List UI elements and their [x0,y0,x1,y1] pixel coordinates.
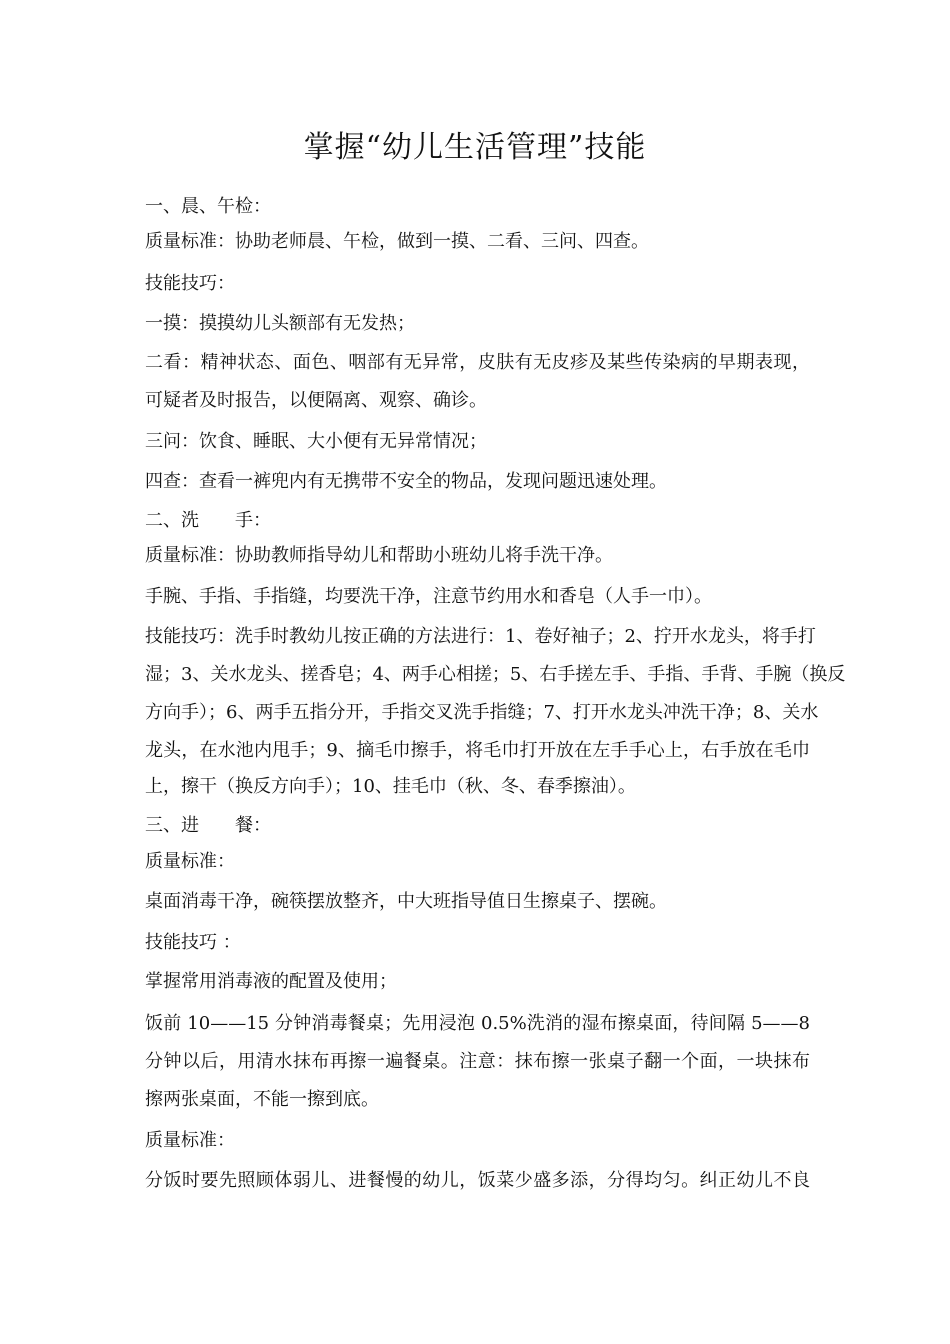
paragraph-line: 可疑者及时报告，以便隔离、观察、确诊。 [145,390,487,411]
paragraph-line: 分钟以后，用清水抹布再擦一遍餐桌。注意：抹布擦一张桌子翻一个面，一块抹布 [145,1051,810,1072]
paragraph-line: 方向手）；6、两手五指分开，手指交叉洗手指缝；7、打开水龙头冲洗干净；8、关水 [145,702,819,723]
paragraph-line: 上，擦干（换反方向手）；10、挂毛巾（秋、冬、春季擦油）。 [145,776,636,797]
paragraph-line: 三问：饮食、睡眠、大小便有无异常情况； [145,431,487,452]
paragraph-line: 技能技巧：洗手时教幼儿按正确的方法进行：1、卷好袖子；2、拧开水龙头，将手打 [145,626,816,647]
section-heading-morning-check: 一、晨、午检： [145,196,271,217]
paragraph-line: 龙头，在水池内甩手；9、摘毛巾擦手，将毛巾打开放在左手手心上，右手放在毛巾 [145,740,810,761]
paragraph-line: 桌面消毒干净，碗筷摆放整齐，中大班指导值日生擦桌子、摆碗。 [145,891,667,912]
paragraph-line: 四查：查看一裤兜内有无携带不安全的物品，发现问题迅速处理。 [145,471,667,492]
paragraph-line: 手腕、手指、手指缝，均要洗干净，注意节约用水和香皂（人手一巾）。 [145,586,712,607]
paragraph-line: 擦两张桌面，不能一擦到底。 [145,1089,379,1110]
paragraph-line: 技能技巧： [145,273,235,294]
document-title: 掌握“幼儿生活管理”技能 [303,130,647,165]
paragraph-line: 湿；3、关水龙头、搓香皂；4、两手心相搓；5、右手搓左手、手指、手背、手腕（换反 [145,664,846,685]
section-heading-handwashing: 二、洗 手： [145,510,271,531]
section-heading-meals: 三、进 餐： [145,815,271,836]
paragraph-line: 分饭时要先照顾体弱儿、进餐慢的幼儿，饭菜少盛多添，分得均匀。纠正幼儿不良 [145,1170,810,1191]
paragraph-line: 质量标准：协助教师指导幼儿和帮助小班幼儿将手洗干净。 [145,545,613,566]
paragraph-line: 技能技巧 ： [145,932,241,953]
paragraph-line: 掌握常用消毒液的配置及使用； [145,971,397,992]
paragraph-line: 二看：精神状态、面色、咽部有无异常，皮肤有无皮疹及某些传染病的早期表现， [145,352,810,373]
paragraph-line: 饭前 10——15 分钟消毒餐桌；先用浸泡 0.5%洗消的湿布擦桌面，待间隔 5——8 [145,1013,810,1034]
paragraph-line: 一摸：摸摸幼儿头额部有无发热； [145,313,415,334]
paragraph-line: 质量标准： [145,1130,235,1151]
paragraph-line: 质量标准： [145,851,235,872]
paragraph-line: 质量标准：协助老师晨、午检，做到一摸、二看、三问、四查。 [145,231,649,252]
